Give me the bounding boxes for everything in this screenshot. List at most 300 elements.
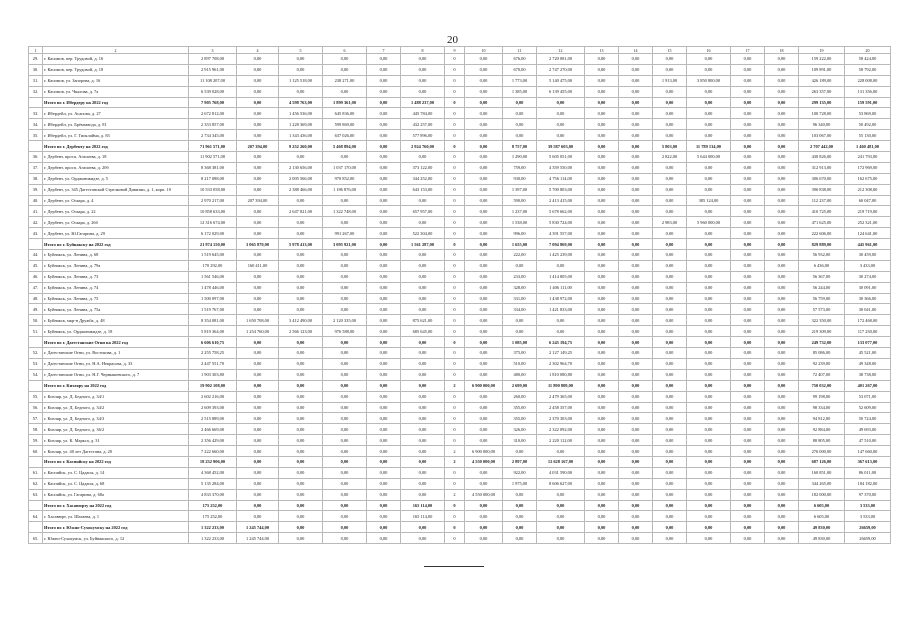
value-cell: 0,00: [237, 489, 279, 500]
value-cell: 2 120 335,00: [323, 315, 367, 326]
value-cell: 207 394,00: [237, 141, 279, 152]
row-number-cell: [29, 522, 43, 533]
value-cell: 18 232 906,00: [189, 456, 237, 467]
value-cell: 0,00: [653, 130, 687, 141]
value-cell: 0,00: [367, 250, 401, 261]
value-cell: 0: [445, 173, 465, 184]
row-number-cell: 60.: [29, 446, 43, 457]
value-cell: 1 538,00: [503, 217, 537, 228]
value-cell: 2 479 365,00: [537, 391, 585, 402]
value-cell: 0,00: [465, 97, 503, 108]
value-cell: 0,00: [619, 250, 653, 261]
value-cell: 0,00: [585, 64, 619, 75]
address-cell: г. Дербент, просп. Агасиева, д. 18: [43, 152, 189, 163]
value-cell: 0,00: [585, 424, 619, 435]
value-cell: 0,00: [653, 195, 687, 206]
value-cell: 4 359 550,00: [537, 162, 585, 173]
value-cell: 0,00: [653, 250, 687, 261]
value-cell: 0,00: [367, 239, 401, 250]
value-cell: 0,00: [585, 271, 619, 282]
value-cell: 1 228 369,00: [279, 119, 323, 130]
value-cell: 0,00: [765, 456, 799, 467]
value-cell: 8 368 381,00: [189, 162, 237, 173]
value-cell: 56 932,00: [799, 250, 845, 261]
value-cell: 3 533,00: [845, 511, 891, 522]
column-number: 13: [585, 47, 619, 54]
value-cell: 0,00: [619, 271, 653, 282]
value-cell: 0,00: [687, 315, 731, 326]
value-cell: 1 650 708,00: [237, 315, 279, 326]
value-cell: 0,00: [687, 228, 731, 239]
value-cell: 0,00: [687, 402, 731, 413]
value-cell: 159 591,00: [845, 97, 891, 108]
value-cell: 0,00: [619, 173, 653, 184]
value-cell: 0,00: [367, 260, 401, 271]
value-cell: 0,00: [537, 500, 585, 511]
value-cell: 0,00: [765, 250, 799, 261]
row-number-cell: 34.: [29, 119, 43, 130]
address-cell: г. Касимов, ул. Чкалова, д. 7а: [43, 86, 189, 97]
value-cell: 0,00: [731, 162, 765, 173]
column-number: 11: [503, 47, 537, 54]
value-cell: 0,00: [237, 511, 279, 522]
value-cell: 0: [445, 315, 465, 326]
value-cell: 0,00: [619, 141, 653, 152]
table-row: [29, 424, 891, 435]
row-number-cell: 56.: [29, 402, 43, 413]
table-row: [29, 391, 891, 402]
value-cell: 2 970 217,00: [189, 195, 237, 206]
value-cell: 0,00: [279, 478, 323, 489]
column-number: 1: [29, 47, 43, 54]
value-cell: 57 573,00: [799, 304, 845, 315]
table-row: [29, 511, 891, 522]
row-number-cell: 29.: [29, 54, 43, 65]
value-cell: 3 065 879,00: [237, 239, 279, 250]
value-cell: 0,00: [765, 64, 799, 75]
value-cell: 4 550 000,00: [465, 456, 503, 467]
value-cell: 0,00: [323, 380, 367, 391]
value-cell: 0,00: [401, 478, 445, 489]
value-cell: 1 975,00: [503, 478, 537, 489]
value-cell: 0,00: [585, 315, 619, 326]
value-cell: 0,00: [731, 206, 765, 217]
value-cell: 0,00: [323, 86, 367, 97]
value-cell: 30 091,00: [845, 282, 891, 293]
value-cell: 0,00: [237, 424, 279, 435]
value-cell: 0,00: [653, 446, 687, 457]
value-cell: 334,00: [503, 304, 537, 315]
value-cell: 26659,00: [845, 522, 891, 533]
value-cell: 0,00: [619, 195, 653, 206]
value-cell: 0,00: [687, 184, 731, 195]
value-cell: 222 606,00: [799, 228, 845, 239]
value-cell: 0: [445, 478, 465, 489]
value-cell: 1 519 767,00: [189, 304, 237, 315]
value-cell: 0,00: [765, 380, 799, 391]
value-cell: 0,00: [765, 435, 799, 446]
value-cell: 0,00: [653, 326, 687, 337]
value-cell: 0,00: [237, 358, 279, 369]
value-cell: 0,00: [465, 413, 503, 424]
value-cell: 0,00: [765, 119, 799, 130]
value-cell: 2 130 656,00: [279, 162, 323, 173]
value-cell: 426 189,00: [799, 75, 845, 86]
value-cell: 0,00: [237, 456, 279, 467]
value-cell: 637 026,00: [323, 130, 367, 141]
value-cell: 0,00: [731, 195, 765, 206]
value-cell: 0,00: [619, 326, 653, 337]
value-cell: 0,00: [585, 369, 619, 380]
value-cell: 0,00: [731, 108, 765, 119]
value-cell: 922,00: [503, 467, 537, 478]
address-cell: г. Касимов, пер. Трудовой, д. 16: [43, 54, 189, 65]
value-cell: 117 230,00: [845, 326, 891, 337]
value-cell: 0,00: [687, 413, 731, 424]
value-cell: 8 606 627,00: [537, 478, 585, 489]
value-cell: 0,00: [731, 424, 765, 435]
value-cell: 0: [445, 402, 465, 413]
value-cell: 0,00: [323, 152, 367, 163]
value-cell: 3 095 921,00: [323, 239, 367, 250]
value-cell: 0,00: [619, 75, 653, 86]
row-number-cell: 45.: [29, 260, 43, 271]
value-cell: 0,00: [619, 282, 653, 293]
value-cell: 0,00: [503, 511, 537, 522]
value-cell: 0,00: [237, 402, 279, 413]
value-cell: 322 350,00: [799, 315, 845, 326]
value-cell: 0,00: [237, 162, 279, 173]
value-cell: 0,00: [585, 413, 619, 424]
value-cell: 0,00: [401, 75, 445, 86]
value-cell: 0,00: [731, 500, 765, 511]
value-cell: 0,00: [687, 271, 731, 282]
value-cell: 0,00: [619, 184, 653, 195]
value-cell: 0,00: [619, 402, 653, 413]
value-cell: 1 810 080,80: [537, 369, 585, 380]
value-cell: 0,00: [367, 75, 401, 86]
value-cell: 312 913,00: [799, 162, 845, 173]
value-cell: 0,00: [323, 271, 367, 282]
value-cell: 0,00: [687, 380, 731, 391]
value-cell: 11 890 809,00: [537, 380, 585, 391]
value-cell: 410 725,00: [799, 206, 845, 217]
table-row: [29, 152, 891, 163]
value-cell: 0,00: [585, 195, 619, 206]
value-cell: 0,00: [731, 119, 765, 130]
value-cell: 0,00: [731, 239, 765, 250]
value-cell: 2 699,00: [503, 380, 537, 391]
value-cell: 0,00: [367, 162, 401, 173]
value-cell: 172 468,00: [845, 315, 891, 326]
value-cell: 0,00: [279, 456, 323, 467]
value-cell: 0,00: [619, 533, 653, 544]
value-cell: 0,00: [367, 478, 401, 489]
value-cell: 0,00: [465, 130, 503, 141]
value-cell: 184 182,00: [845, 478, 891, 489]
value-cell: 30 459,00: [845, 250, 891, 261]
value-cell: 0,00: [237, 108, 279, 119]
value-cell: 11 902 571,00: [189, 152, 237, 163]
value-cell: 0,00: [653, 380, 687, 391]
value-cell: 0,00: [585, 326, 619, 337]
subtotal-row: [29, 456, 891, 467]
value-cell: 0: [445, 348, 465, 359]
value-cell: 47 510,00: [845, 435, 891, 446]
value-cell: 0,00: [323, 424, 367, 435]
value-cell: 0,00: [687, 500, 731, 511]
value-cell: 222,00: [503, 250, 537, 261]
value-cell: 445 784,00: [401, 108, 445, 119]
value-cell: 0,00: [401, 152, 445, 163]
value-cell: 0,00: [237, 337, 279, 348]
value-cell: 5 678 662,00: [537, 206, 585, 217]
value-cell: 373 122,00: [401, 162, 445, 173]
table-row: [29, 358, 891, 369]
value-cell: 0,00: [401, 250, 445, 261]
table-row: [29, 75, 891, 86]
value-cell: 2 897 708,00: [189, 54, 237, 65]
value-cell: 0,00: [731, 141, 765, 152]
value-cell: 0,00: [619, 446, 653, 457]
value-cell: 0,00: [687, 206, 731, 217]
row-number-cell: 52.: [29, 348, 43, 359]
value-cell: 0: [445, 64, 465, 75]
value-cell: 0,00: [279, 511, 323, 522]
value-cell: 30 041,00: [845, 304, 891, 315]
column-number: 19: [799, 47, 845, 54]
value-cell: 367 613,00: [845, 456, 891, 467]
value-cell: 6 172 029,00: [189, 228, 237, 239]
value-cell: 1 037 170,00: [323, 162, 367, 173]
value-cell: 0,00: [731, 358, 765, 369]
value-cell: 0,00: [237, 478, 279, 489]
address-cell: г. Касимов, ул. Запорова, д. 16: [43, 75, 189, 86]
value-cell: 0,00: [731, 533, 765, 544]
row-number-cell: [29, 500, 43, 511]
row-number-cell: 42.: [29, 217, 43, 228]
value-cell: 2 302 964,70: [537, 358, 585, 369]
value-cell: 0,00: [323, 402, 367, 413]
table-row: [29, 162, 891, 173]
row-number-cell: 43.: [29, 228, 43, 239]
row-number-cell: [29, 141, 43, 152]
value-cell: 0,00: [367, 402, 401, 413]
value-cell: 0,00: [401, 413, 445, 424]
value-cell: 0,00: [653, 337, 687, 348]
value-cell: 0,00: [731, 228, 765, 239]
value-cell: 0,00: [585, 348, 619, 359]
value-cell: 50 724,00: [845, 413, 891, 424]
value-cell: 0,00: [687, 64, 731, 75]
table-row: [29, 260, 891, 271]
row-number-cell: 49.: [29, 304, 43, 315]
value-cell: 124 641,00: [845, 228, 891, 239]
value-cell: 685 645,00: [401, 326, 445, 337]
value-cell: 0,00: [653, 162, 687, 173]
value-cell: 38 738,00: [845, 369, 891, 380]
value-cell: 4 598 763,00: [279, 97, 323, 108]
value-cell: 0,00: [279, 358, 323, 369]
value-cell: 0,00: [687, 435, 731, 446]
value-cell: 2 924 760,00: [401, 141, 445, 152]
value-cell: 53 869,00: [845, 108, 891, 119]
value-cell: 0: [445, 413, 465, 424]
value-cell: 0,00: [401, 358, 445, 369]
value-cell: 0,00: [465, 315, 503, 326]
value-cell: 99 198,00: [799, 391, 845, 402]
value-cell: 175 252,00: [189, 500, 237, 511]
value-cell: 0,00: [401, 522, 445, 533]
value-cell: 6 605,00: [799, 511, 845, 522]
value-cell: 1 456 536,00: [279, 108, 323, 119]
value-cell: 10 858 633,00: [189, 206, 237, 217]
value-cell: 0,00: [585, 489, 619, 500]
value-cell: 60 047,00: [845, 195, 891, 206]
value-cell: 759,00: [503, 162, 537, 173]
value-cell: 4 031 590,00: [537, 467, 585, 478]
value-cell: 219 309,00: [799, 326, 845, 337]
value-cell: 0: [445, 228, 465, 239]
subtotal-row: [29, 141, 891, 152]
value-cell: 0,00: [585, 391, 619, 402]
value-cell: 165 114,00: [401, 511, 445, 522]
value-cell: 0,00: [401, 467, 445, 478]
value-cell: 0,00: [687, 173, 731, 184]
value-cell: 0,00: [585, 86, 619, 97]
value-cell: 0,00: [765, 402, 799, 413]
value-cell: 676,00: [503, 54, 537, 65]
row-number-cell: [29, 456, 43, 467]
value-cell: 355,00: [503, 413, 537, 424]
value-cell: 0,00: [653, 511, 687, 522]
value-cell: 0: [445, 217, 465, 228]
value-cell: 0,00: [537, 446, 585, 457]
value-cell: 0,00: [465, 348, 503, 359]
value-cell: 0,00: [687, 424, 731, 435]
value-cell: 0,00: [585, 402, 619, 413]
value-cell: 0,00: [653, 533, 687, 544]
table-row: [29, 54, 891, 65]
value-cell: 0,00: [465, 54, 503, 65]
table-row: [29, 206, 891, 217]
address-cell: г. Буйнакск, ул. Орджоникидзе, д. 18: [43, 326, 189, 337]
value-cell: 6 139 455,00: [537, 86, 585, 97]
value-cell: 0,00: [503, 315, 537, 326]
value-cell: 212 308,00: [845, 184, 891, 195]
value-cell: 0,00: [687, 326, 731, 337]
value-cell: 0,00: [619, 108, 653, 119]
value-cell: 8 757,00: [503, 141, 537, 152]
value-cell: 0,00: [765, 217, 799, 228]
row-number-cell: 41.: [29, 206, 43, 217]
value-cell: 0: [445, 108, 465, 119]
table-row: [29, 467, 891, 478]
value-cell: 0,00: [731, 522, 765, 533]
value-cell: 875 621,00: [401, 315, 445, 326]
value-cell: 0,00: [237, 304, 279, 315]
value-cell: 0,00: [687, 108, 731, 119]
value-cell: 260,00: [503, 391, 537, 402]
value-cell: 2 370 303,00: [537, 413, 585, 424]
address-cell: г. Каспийск, ул. С. Цадасы, д. 68: [43, 478, 189, 489]
value-cell: 0,00: [323, 446, 367, 457]
table-row: [29, 489, 891, 500]
table-row: [29, 478, 891, 489]
column-number: 9: [445, 47, 465, 54]
value-cell: 0,00: [619, 435, 653, 446]
value-cell: 1 773,00: [503, 75, 537, 86]
value-cell: 0,00: [585, 173, 619, 184]
value-cell: 0,00: [279, 271, 323, 282]
value-cell: 0,00: [619, 522, 653, 533]
table-row: [29, 130, 891, 141]
value-cell: 88 805,00: [799, 435, 845, 446]
value-cell: 1 425 239,00: [537, 250, 585, 261]
value-cell: 1 913,00: [653, 75, 687, 86]
table-row: [29, 435, 891, 446]
table-row: [29, 108, 891, 119]
table-row: [29, 184, 891, 195]
value-cell: 0,00: [237, 184, 279, 195]
value-cell: 2 897,00: [503, 456, 537, 467]
value-cell: 1 290,00: [503, 152, 537, 163]
value-cell: 0,00: [765, 369, 799, 380]
value-cell: 996,00: [503, 228, 537, 239]
value-cell: 12 316 674,00: [189, 217, 237, 228]
value-cell: 0: [445, 500, 465, 511]
value-cell: 0,00: [687, 489, 731, 500]
value-cell: 0,00: [465, 250, 503, 261]
value-cell: 0,00: [279, 467, 323, 478]
value-cell: 0,00: [653, 358, 687, 369]
value-cell: 0,00: [585, 358, 619, 369]
value-cell: 0,00: [619, 500, 653, 511]
value-cell: 0,00: [401, 435, 445, 446]
value-cell: 0,00: [537, 97, 585, 108]
value-cell: 0,00: [465, 206, 503, 217]
value-cell: 0,00: [619, 162, 653, 173]
value-cell: 0,00: [765, 173, 799, 184]
value-cell: 0,00: [585, 380, 619, 391]
value-cell: 0,00: [687, 97, 731, 108]
value-cell: 98 334,00: [799, 402, 845, 413]
value-cell: 0,00: [731, 271, 765, 282]
value-cell: 0: [445, 326, 465, 337]
value-cell: 133 077,00: [845, 337, 891, 348]
value-cell: 0,00: [367, 522, 401, 533]
value-cell: 0,00: [731, 337, 765, 348]
address-cell: г. Буйнакск, ул. Ленина, д. 68: [43, 250, 189, 261]
page-number: 20: [447, 34, 458, 46]
value-cell: 241 793,00: [845, 152, 891, 163]
address-cell: Итого по г. Кизляру на 2022 год: [43, 380, 189, 391]
table-row: [29, 326, 891, 337]
value-cell: 0,00: [765, 206, 799, 217]
value-cell: 0,00: [653, 500, 687, 511]
value-cell: 657 957,00: [401, 206, 445, 217]
row-number-cell: [29, 97, 43, 108]
value-cell: 0,00: [687, 446, 731, 457]
value-cell: 2 388 466,00: [279, 184, 323, 195]
column-number: 10: [465, 47, 503, 54]
value-cell: 0,00: [585, 250, 619, 261]
value-cell: 0,00: [367, 337, 401, 348]
value-cell: 0,00: [465, 108, 503, 119]
table-row: [29, 402, 891, 413]
value-cell: 0,00: [765, 522, 799, 533]
value-cell: 0,00: [765, 533, 799, 544]
